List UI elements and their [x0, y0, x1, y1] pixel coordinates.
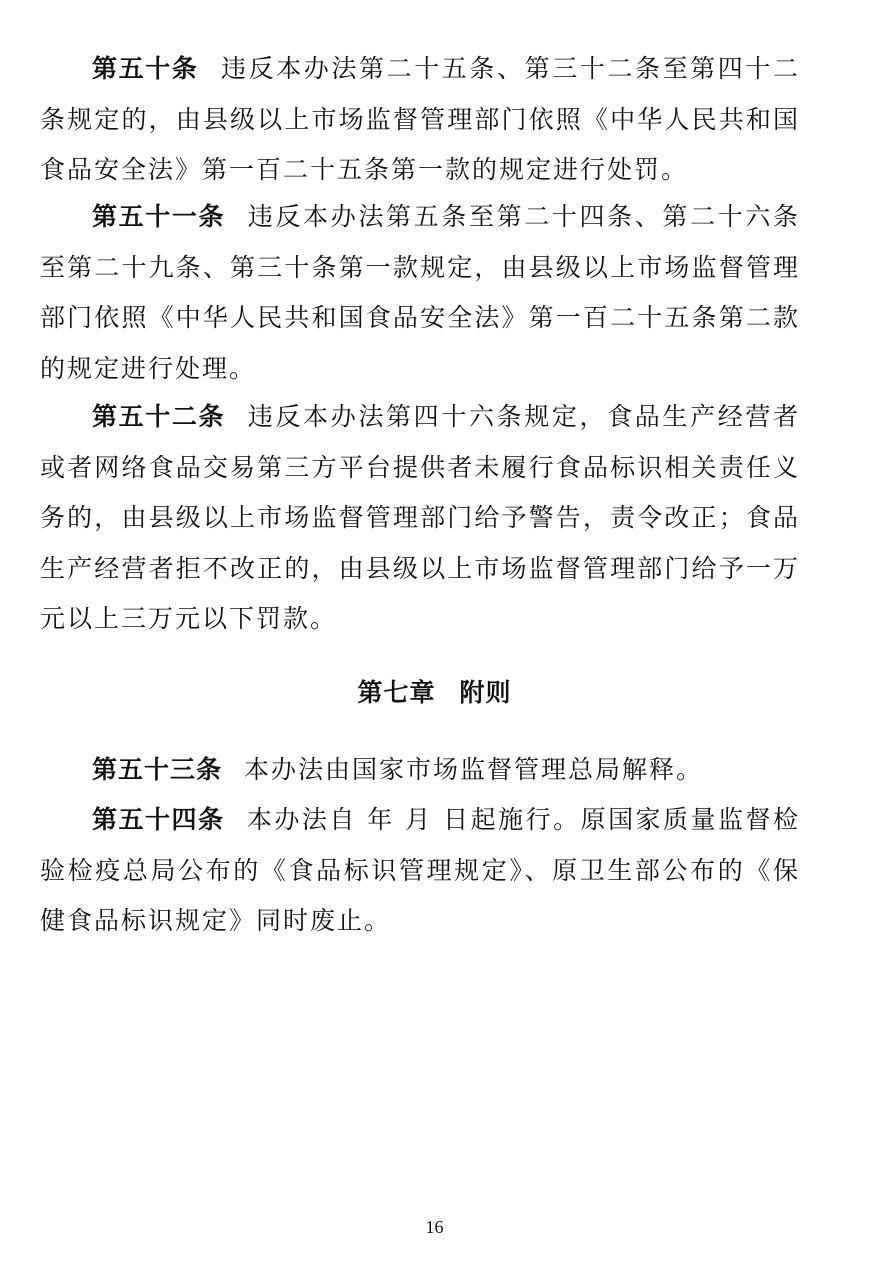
article-50-title: 第五十条 [92, 54, 199, 83]
article-52-text: 违反本办法第四十六条规定，食品生产经营者或者网络食品交易第三方平台提供者未履行食品标识相关责任义务的，由县级以上市场监督管理部门给予警告，责令改正；食品生产经营者拒不改正的，由县级以上市场监督管理部门给予一万元以上三万元以下罚款。 [40, 402, 800, 633]
article-53-text: 本办法由国家市场监督管理总局解释。 [244, 755, 704, 784]
chapter-number: 第七章 [357, 678, 436, 707]
chapter-heading [0, 668, 869, 718]
article-54-title: 第五十四条 [92, 805, 225, 834]
article-51 [40, 192, 800, 394]
article-50-text: 违反本办法第二十五条、第三十二条至第四十二条规定的，由县级以上市场监督管理部门依照《中华人民共和国食品安全法》第一百二十五条第一款的规定进行处罚。 [40, 54, 800, 184]
article-54 [40, 795, 800, 947]
article-52-title: 第五十二条 [92, 402, 226, 431]
chapter-name: 附则 [459, 678, 512, 707]
article-51-title: 第五十一条 [92, 202, 226, 231]
article-51-text: 违反本办法第五条至第二十四条、第二十六条至第二十九条、第三十条第一款规定，由县级以上市场监督管理部门依照《中华人民共和国食品安全法》第一百二十五条第二款的规定进行处理。 [40, 202, 800, 383]
article-54-text: 本办法自 年 月 日起施行。原国家质量监督检验检疫总局公布的《食品标识管理规定》、原卫生部公布的《保健食品标识规定》同时废止。 [40, 805, 800, 935]
article-52 [40, 392, 800, 645]
article-53 [40, 745, 800, 796]
article-50 [40, 44, 800, 196]
page-number: 16 [425, 1217, 444, 1237]
article-53-title: 第五十三条 [92, 755, 223, 784]
